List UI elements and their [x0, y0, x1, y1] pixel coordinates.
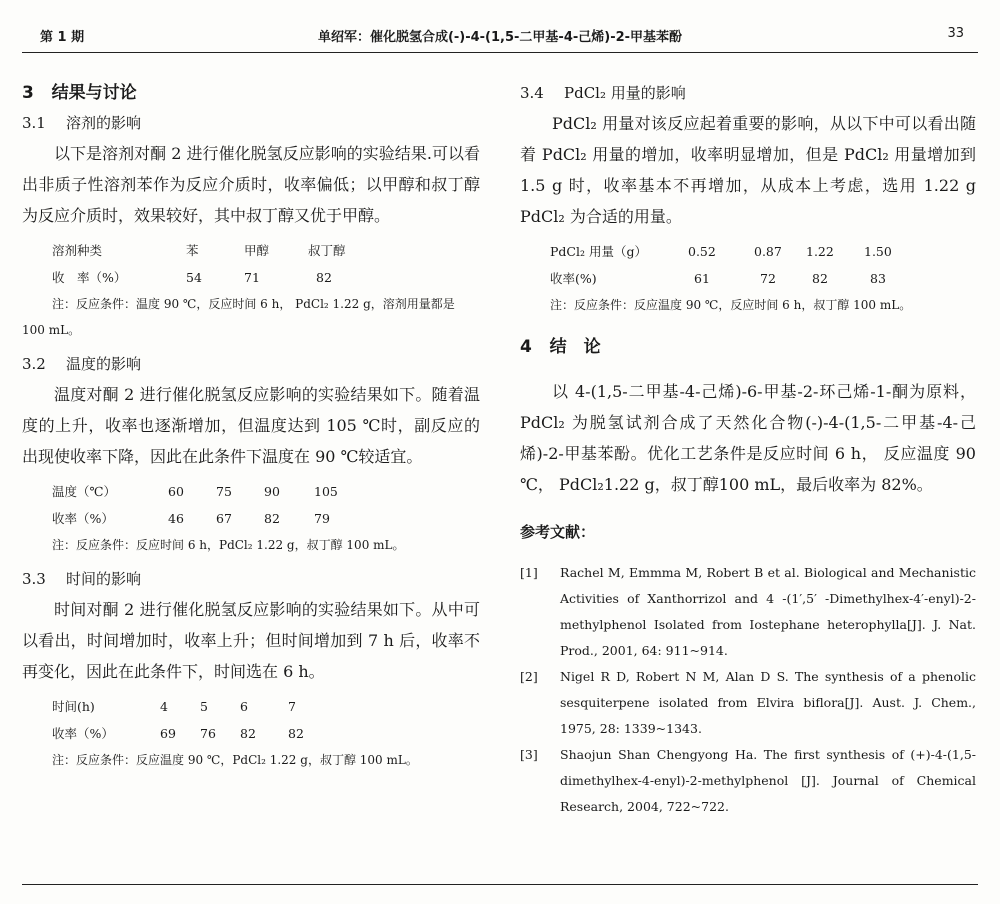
table-cell: 46	[168, 511, 184, 526]
table-cell: 0.87	[754, 244, 782, 259]
table-row	[52, 264, 346, 291]
subsection-3-1-heading	[22, 108, 480, 138]
table-cell: 1.50	[864, 244, 892, 259]
table-cell: 7	[288, 699, 296, 714]
table-cell: 90	[264, 484, 280, 499]
table-cell: 75	[216, 484, 232, 499]
subsection-number: 3.2	[22, 355, 46, 373]
table-row	[52, 505, 338, 532]
reference-tag: [3]	[520, 747, 538, 762]
subsection-title: 温度的影响	[66, 355, 142, 373]
running-title: 单绍军：催化脱氢合成(-)-4-(1,5-二甲基-4-己烯)-2-甲基苯酚	[317, 30, 683, 45]
running-header	[22, 22, 978, 50]
table-cell: 60	[168, 484, 184, 499]
section-4-heading	[520, 332, 976, 362]
right-column	[520, 78, 976, 820]
table-cell: 82	[240, 726, 256, 741]
table-cell: 54	[186, 270, 202, 285]
table-row-label: 溶剂种类	[52, 243, 103, 258]
table-note: 注：反应条件：反应温度 90 ℃，反应时间 6 h，叔丁醇 100 mL。	[550, 298, 912, 312]
table-row	[52, 720, 304, 747]
reference-text: Nigel R D, Robert N M, Alan D S. The synthesis of a phenolic sesquiterpene isolated from Elvira biflora[J]. Aust. J. Chem., 1975, 28: 1339~1343.	[560, 669, 976, 736]
table-cell: 5	[200, 699, 208, 714]
table-cell: 6	[240, 699, 248, 714]
table-cell: 105	[314, 484, 338, 499]
table-cell: 82	[316, 270, 332, 285]
reference-tag: [2]	[520, 669, 538, 684]
section-number: 3	[22, 83, 34, 103]
subsection-title: PdCl₂ 用量的影响	[564, 84, 686, 102]
table-row	[550, 238, 892, 265]
section-3-heading	[22, 78, 480, 108]
table-note: 注：反应条件：温度 90 ℃，反应时间 6 h， PdCl₂ 1.22 g，溶剂用量都是 100 mL。	[22, 297, 455, 337]
table-row	[52, 693, 304, 720]
table-row-label: 时间(h)	[52, 699, 95, 714]
table-cell: 72	[760, 271, 776, 286]
table-cell: 79	[314, 511, 330, 526]
section-title: 结果与讨论	[51, 83, 137, 103]
paragraph-conclusion: 以 4-(1,5-二甲基-4-己烯)-6-甲基-2-环己烯-1-酮为原料，PdCl₂ 为脱氢试剂合成了天然化合物(-)-4-(1,5-二甲基-4-己烯)-2-甲基苯酚。优化工艺条件是反应时间 6 h， 反应温度 90 ℃， PdCl₂1.22 g，叔丁醇100 mL，最后收率为 82%。	[520, 382, 976, 494]
table-cell: 76	[200, 726, 216, 741]
reference-text: Rachel M, Emmma M, Robert B et al. Biological and Mechanistic Activities of Xanthorrizol and 4 -(1′,5′ -Dimethylhex-4′-enyl)-2-methylphenol Isolated from Iostephane heterophylla[J]. J. Nat. Prod., 2001, 64: 911~914.	[560, 565, 976, 658]
table-row	[52, 478, 338, 505]
table-cell: 67	[216, 511, 232, 526]
paragraph-pdcl2: PdCl₂ 用量对该反应起着重要的影响，从以下中可以看出随着 PdCl₂ 用量的增加，收率明显增加，但是 PdCl₂ 用量增加到 1.5 g 时，收率基本不再增加，从成本上考虑，选用 1.22 g PdCl₂ 为合适的用量。	[520, 114, 976, 226]
section-number: 4	[520, 337, 532, 357]
table-cell: 甲醇	[244, 243, 270, 258]
subsection-3-3-heading	[22, 564, 480, 594]
paragraph-temperature: 温度对酮 2 进行催化脱氢反应影响的实验结果如下。随着温度的上升，收率也逐渐增加，但温度达到 105 ℃时，副反应的出现使收率下降，因此在此条件下温度在 90 ℃较适宜。	[22, 385, 480, 466]
table-row-label: 收 率（%）	[52, 270, 127, 285]
subsection-3-4-heading	[520, 78, 976, 108]
reference-item	[520, 560, 976, 664]
table-cell: 83	[870, 271, 886, 286]
subsection-title: 时间的影响	[66, 570, 142, 588]
table-row-label: 收率（%）	[52, 726, 114, 741]
table-cell: 82	[264, 511, 280, 526]
table-cell: 69	[160, 726, 176, 741]
left-column	[22, 78, 480, 773]
table-solvent	[52, 237, 346, 291]
table-cell: 71	[244, 270, 260, 285]
table-row	[550, 265, 892, 292]
table-row-label: 温度（℃）	[52, 484, 116, 499]
table-row-label: 收率（%）	[52, 511, 114, 526]
section-title: 结 论	[549, 337, 601, 357]
subsection-3-2-heading	[22, 349, 480, 379]
footer-rule	[22, 884, 978, 885]
table-cell: 82	[812, 271, 828, 286]
table-row-label: PdCl₂ 用量（g）	[550, 244, 647, 259]
table-note: 注：反应条件：反应时间 6 h，PdCl₂ 1.22 g，叔丁醇 100 mL。	[52, 538, 405, 552]
table-cell: 叔丁醇	[308, 243, 346, 258]
subsection-title: 溶剂的影响	[66, 114, 142, 132]
reference-item	[520, 664, 976, 742]
reference-item	[520, 742, 976, 820]
table-cell: 61	[694, 271, 710, 286]
table-temperature	[52, 478, 338, 532]
issue-label: 第 1 期	[40, 30, 85, 45]
table-cell: 82	[288, 726, 304, 741]
references-heading: 参考文献：	[520, 523, 596, 541]
table-pdcl2	[550, 238, 892, 292]
table-note: 注：反应条件：反应温度 90 ℃，PdCl₂ 1.22 g，叔丁醇 100 mL。	[52, 753, 418, 767]
paragraph-solvent: 以下是溶剂对酮 2 进行催化脱氢反应影响的实验结果.可以看出非质子性溶剂苯作为反应介质时，收率偏低；以甲醇和叔丁醇为反应介质时，效果较好，其中叔丁醇又优于甲醇。	[22, 144, 480, 225]
reference-tag: [1]	[520, 565, 538, 580]
reference-text: Shaojun Shan Chengyong Ha. The first synthesis of (+)-4-(1,5-dimethylhex-4-enyl)-2-methylphenol [J]. Journal of Chemical Research, 2004, 722~722.	[560, 747, 976, 814]
table-row-label: 收率(%)	[550, 271, 597, 286]
table-cell: 1.22	[806, 244, 834, 259]
table-time	[52, 693, 304, 747]
table-row	[52, 237, 346, 264]
table-cell: 苯	[186, 243, 199, 258]
page-number: 33	[947, 26, 964, 41]
subsection-number: 3.3	[22, 570, 46, 588]
subsection-number: 3.4	[520, 84, 544, 102]
header-rule	[22, 52, 978, 53]
paragraph-time: 时间对酮 2 进行催化脱氢反应影响的实验结果如下。从中可以看出，时间增加时，收率上升；但时间增加到 7 h 后，收率不再变化，因此在此条件下，时间选在 6 h。	[22, 600, 480, 681]
table-cell: 4	[160, 699, 168, 714]
subsection-number: 3.1	[22, 114, 46, 132]
table-cell: 0.52	[688, 244, 716, 259]
